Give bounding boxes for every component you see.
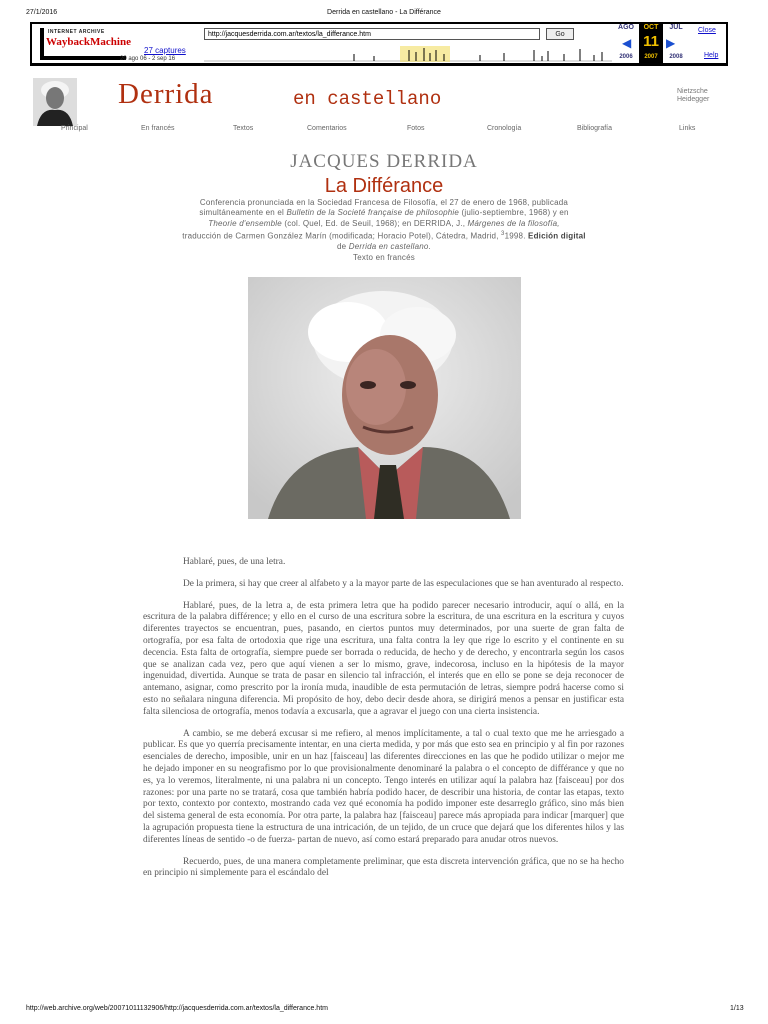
- paragraph: De la primera, si hay que creer al alfabeto y a la mayor parte de las especulaciones que se han aventurado al respecto.: [183, 578, 624, 589]
- author-name: JACQUES DERRIDA: [290, 151, 478, 172]
- logo-main-text: WaybackMachine: [46, 36, 131, 48]
- header-portrait-thumbnail[interactable]: [33, 78, 77, 126]
- print-footer-url: http://web.archive.org/web/20071011132906/http://jacquesderrida.com.ar/textos/la_differance.htm: [26, 1005, 328, 1012]
- intro-line: [140, 229, 628, 242]
- intro-book-title: Theorie d'ensemble: [208, 218, 282, 228]
- intro-text: de: [337, 242, 349, 252]
- nav-bibliografia[interactable]: Bibliografía: [577, 125, 613, 132]
- paragraph: Hablaré, pues, de una letra.: [183, 557, 286, 567]
- intro-text: traducción de Carmen González Marín (modificada; Horacio Potel), Cátedra, Madrid,: [182, 231, 502, 241]
- intro-text: (col. Quel, Ed. de Seuil, 1968); en DERRIDA, J.,: [281, 218, 468, 228]
- article-intro: [140, 198, 628, 263]
- next-arrow-icon[interactable]: ▶: [666, 36, 676, 50]
- next-year[interactable]: 2008: [669, 54, 683, 60]
- print-title: Derrida en castellano - La Différance: [327, 9, 441, 16]
- nav-cronologia[interactable]: Cronología: [487, 125, 522, 132]
- print-date: 27/1/2016: [26, 9, 58, 16]
- intro-text: 1998.: [504, 231, 529, 241]
- portrait-graphic: [248, 277, 521, 519]
- nav-principal[interactable]: Principal: [61, 125, 88, 132]
- wayback-url-input[interactable]: http://jacquesderrida.com.ar/textos/la_differance.htm: [204, 28, 540, 40]
- capture-range: 20 ago 06 - 2 sep 16: [120, 56, 176, 62]
- intro-text: .: [428, 242, 431, 252]
- intro-text: (julio-septiembre, 1968) y en: [459, 208, 569, 218]
- french-text-link[interactable]: Texto en francés: [353, 252, 415, 262]
- help-link[interactable]: Help: [704, 52, 719, 59]
- side-link-nietzsche[interactable]: Nietzsche: [677, 88, 708, 95]
- nav-links[interactable]: Links: [679, 125, 696, 132]
- close-link[interactable]: Close: [698, 27, 716, 34]
- capture-sparkline[interactable]: [204, 44, 612, 62]
- portrait-thumbnail-graphic: [33, 78, 77, 126]
- intro-edition-sup: 3: [501, 231, 505, 238]
- intro-line: [140, 219, 628, 229]
- side-link-heidegger[interactable]: Heidegger: [677, 96, 710, 103]
- paragraph: Recuerdo, pues, de una manera completamente preliminar, que esta discreta intervención gráfica, que no se ha hecho en principio ni simplemente para el escándalo del: [143, 856, 624, 879]
- nav-comentarios[interactable]: Comentarios: [307, 125, 347, 132]
- intro-site-name: Derrida en castellano: [348, 242, 429, 252]
- current-month: OCT: [643, 24, 659, 31]
- article-title: La Différance: [324, 175, 444, 197]
- nav-textos[interactable]: Textos: [233, 125, 254, 132]
- captures-link[interactable]: 27 captures: [144, 46, 186, 55]
- nav-fotos[interactable]: Fotos: [407, 125, 425, 132]
- go-button[interactable]: Go: [546, 28, 574, 40]
- current-year: 2007: [644, 54, 658, 60]
- intro-digital-edition: Edición digital: [528, 231, 586, 241]
- wayback-toolbar: [30, 22, 728, 66]
- intro-line: Conferencia pronunciada en la Sociedad Francesa de Filosofía, el 27 de enero de 1968, publicada: [199, 198, 569, 207]
- print-page-number: 1/13: [730, 1005, 744, 1012]
- intro-line: [140, 242, 628, 252]
- paragraph: Hablaré, pues, de la letra a, de esta primera letra que ha podido parecer necesario introducir, aquí o allá, en la escritura de la palabra différence; y ello en el curso de una escritura sobre la escritura, de una escritura en la escritura y cuyos diferentes trayectos se encuentran, pues, pasando, en ciertos puntos muy determinados, por una suerte de gran falta de ortografía, por esa falta de ortodoxia que rige una escritura, una falta contra la ley que rige lo escrito y el continente en su decencia. Esta falta de ortografía, siempre puede ser borrada o reducida, de hecho y de derecho, y encontrarla según los casos que se analizan cada vez, pero que aquí vienen a ser lo mismo, grave, indecorosa, incluso en la hipótesis de la mayor ingenuidad, divertida. Aunque se trata de pasar en silencio tal infracción, el interés que en ello se pone se deja reconocer de antemano, asignar, como prescrito por la ironía muda, inaudible de esta permutación de letras, siempre podrá hacerse como si esto no señalara ninguna diferencia. Mi propósito de hoy, debo decir desde ahora, se dirigirá menos a pensar en justificar esta falta silenciosa de ortografía, menos todavía a excusarla, que a agravar el juego con una cierta insistencia.: [143, 600, 624, 717]
- prev-arrow-icon[interactable]: ◀: [622, 36, 632, 50]
- intro-book-title: Márgenes de la filosofía,: [467, 218, 560, 228]
- intro-text: simultáneamente en el: [199, 208, 287, 218]
- intro-journal-title: Bulletin de la Societé française de philosophie: [286, 208, 460, 218]
- nav-en-frances[interactable]: En francés: [141, 125, 175, 132]
- intro-line: [140, 208, 628, 218]
- logo-top-text: INTERNET ARCHIVE: [48, 29, 105, 35]
- next-month[interactable]: JUL: [669, 24, 683, 31]
- article-body: [143, 557, 624, 890]
- wayback-logo[interactable]: [34, 26, 131, 60]
- prev-month[interactable]: AGO: [618, 24, 634, 31]
- current-day: 11: [643, 33, 659, 50]
- paragraph: A cambio, se me deberá excusar si me refiero, al menos implícitamente, a tal o cual texto que me he arriesgado a publicar. Es que yo querría precisamente intentar, en una cierta medida, y por más que esto sea en principio y al fin por razones esenciales de derecho, imposible, unir en un haz [faisceau] las diferentes direcciones en las que he podido utilizar o mejor me he dejado imponer en su neografismo por lo que provisionalmente denominaré la palabra o el concepto de différance y que no es, ya lo veremos, literalmente, ni una palabra ni un concepto. Tengo interés en utilizar aquí la palabra haz [faisceau] por dos razones: por una parte no se tratará, cosa que también habría podido hacer, de describir una historia, de contar las etapas, texto por texto, contexto por contexto, mostrando cada vez qué economía ha podido imponer este desarreglo gráfico, sino más bien del sistema general de esta economía. Por otra parte, la palabra haz [faisceau] parece más apropiada para indicar [marquer] que la agrupación propuesta tiene la estructura de una intricación, de un tejido, de un cruce que dejará que los diferentes hilos y las diferentes líneas de sentido -o de fuerza- partan de nuevo, así como estará preparado para anudar otros nuevos.: [143, 728, 624, 845]
- derrida-portrait-photo: [248, 277, 521, 519]
- site-title: Derrida: [118, 78, 214, 110]
- prev-year[interactable]: 2006: [619, 54, 633, 60]
- site-subtitle: en castellano: [293, 88, 442, 110]
